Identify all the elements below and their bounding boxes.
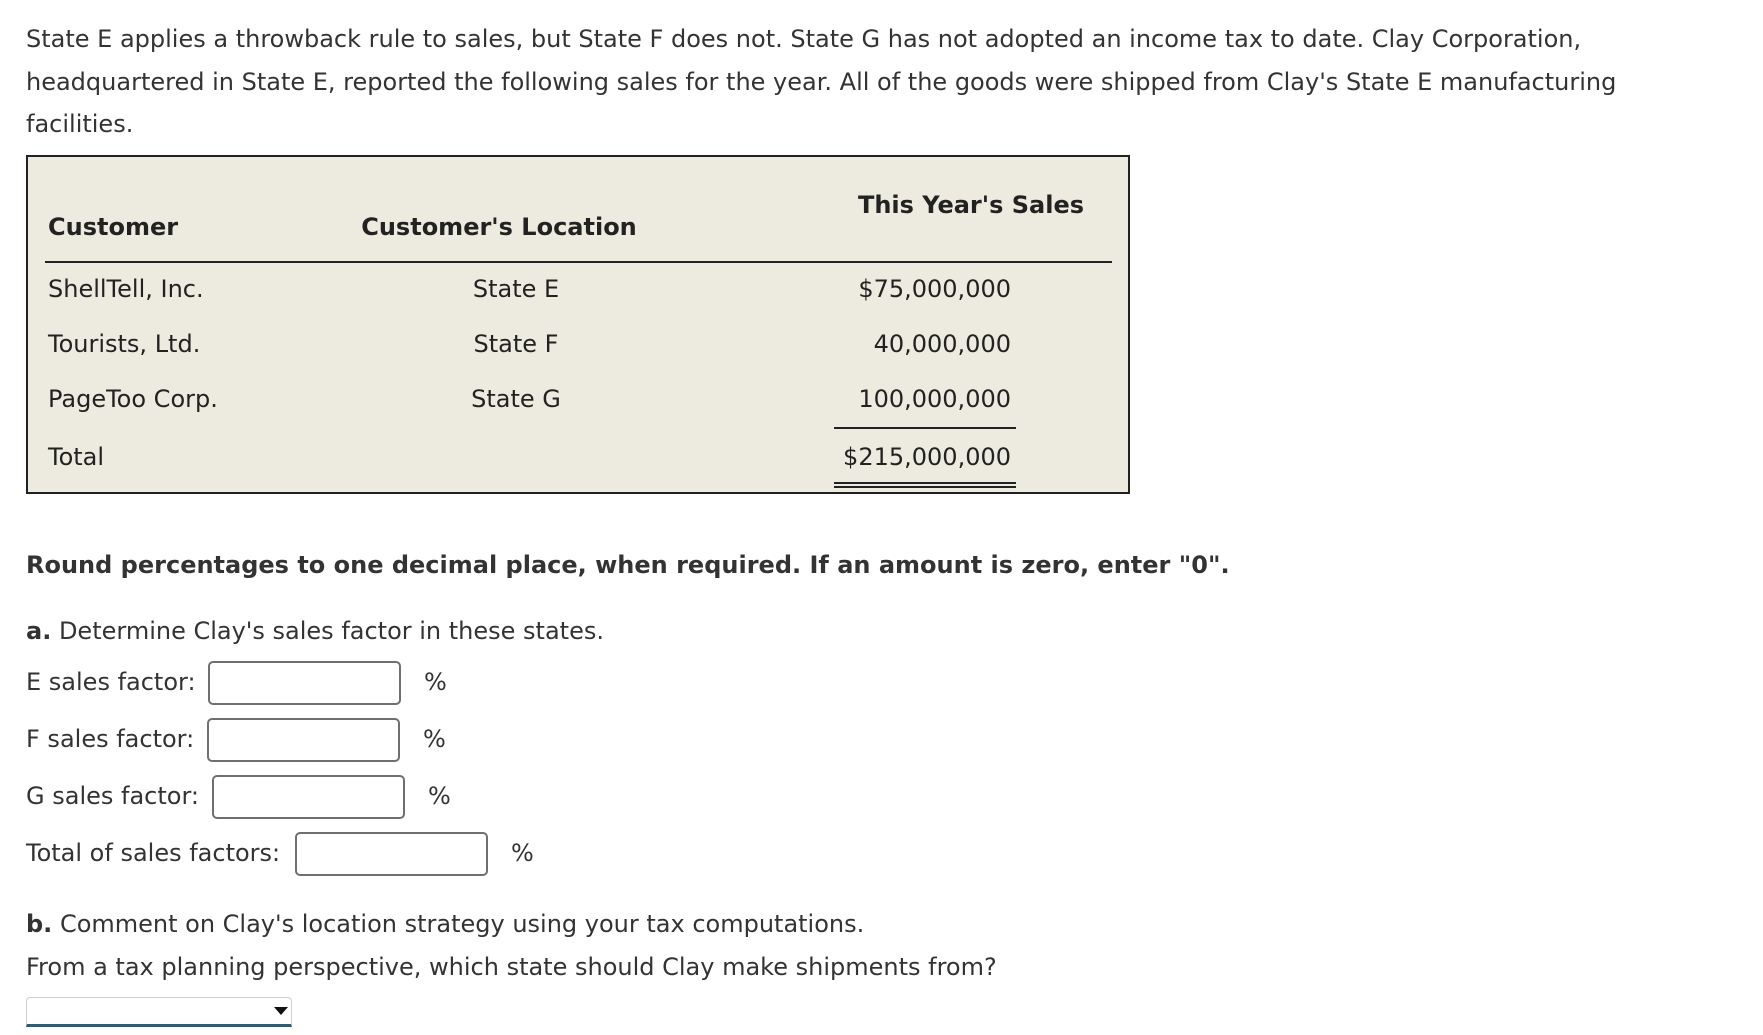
shipment-state-select[interactable] [26, 997, 292, 1027]
e-sales-factor-label: E sales factor: [26, 668, 196, 696]
part-a-letter: a. [26, 617, 52, 645]
row-1-customer: ShellTell, Inc. [48, 275, 204, 303]
total-sales-factors-label: Total of sales factors: [26, 839, 281, 867]
row-1-sales: $75,000,000 [858, 275, 1011, 303]
part-a-question [26, 617, 604, 645]
row-2-location: State F [473, 330, 559, 358]
row-2-sales: 40,000,000 [873, 330, 1011, 358]
shipment-state-question: From a tax planning perspective, which state should Clay make shipments from? [26, 953, 997, 981]
e-sales-factor-input[interactable] [208, 661, 401, 705]
total-sales: $215,000,000 [843, 443, 1011, 471]
row-3-customer: PageToo Corp. [48, 385, 218, 413]
row-1-location: State E [472, 275, 560, 303]
row-3-sales: 100,000,000 [858, 385, 1011, 413]
row-3-location: State G [471, 385, 561, 413]
chevron-down-icon [274, 1007, 288, 1015]
total-double-rule-bottom [834, 486, 1016, 488]
header-rule [45, 261, 1112, 263]
total-sales-factors-unit: % [511, 839, 534, 867]
part-b-prompt: Comment on Clay's location strategy using your tax computations. [59, 910, 865, 938]
g-sales-factor-input[interactable] [212, 775, 405, 819]
row-2-customer: Tourists, Ltd. [48, 330, 201, 358]
subtotal-rule [834, 427, 1016, 429]
g-sales-factor-label: G sales factor: [26, 782, 199, 810]
sales-table [26, 155, 1130, 494]
problem-intro: State E applies a throwback rule to sales, but State F does not. State G has not adopted an income tax to date. Clay Corporation, headquartered in State E, reported the following sales for the year. All of the goods were shipped from Clay's State E manufacturing facilities. [26, 25, 1617, 138]
f-sales-factor-input[interactable] [207, 718, 400, 762]
f-sales-factor-label: F sales factor: [26, 725, 195, 753]
total-sales-factors-input[interactable] [295, 832, 488, 876]
header-customer: Customer [48, 213, 179, 241]
part-b-question [26, 910, 864, 938]
header-customer-location: Customer's Location [361, 213, 637, 241]
rounding-instruction: Round percentages to one decimal place, when required. If an amount is zero, enter "0". [26, 551, 1230, 579]
part-b-letter: b. [26, 910, 53, 938]
f-sales-factor-unit: % [423, 725, 446, 753]
part-a-prompt: Determine Clay's sales factor in these states. [58, 617, 604, 645]
g-sales-factor-unit: % [428, 782, 451, 810]
header-this-years-sales: This Year's Sales [857, 191, 1085, 219]
e-sales-factor-unit: % [424, 668, 447, 696]
total-double-rule-top [834, 482, 1016, 484]
total-label: Total [48, 443, 105, 471]
